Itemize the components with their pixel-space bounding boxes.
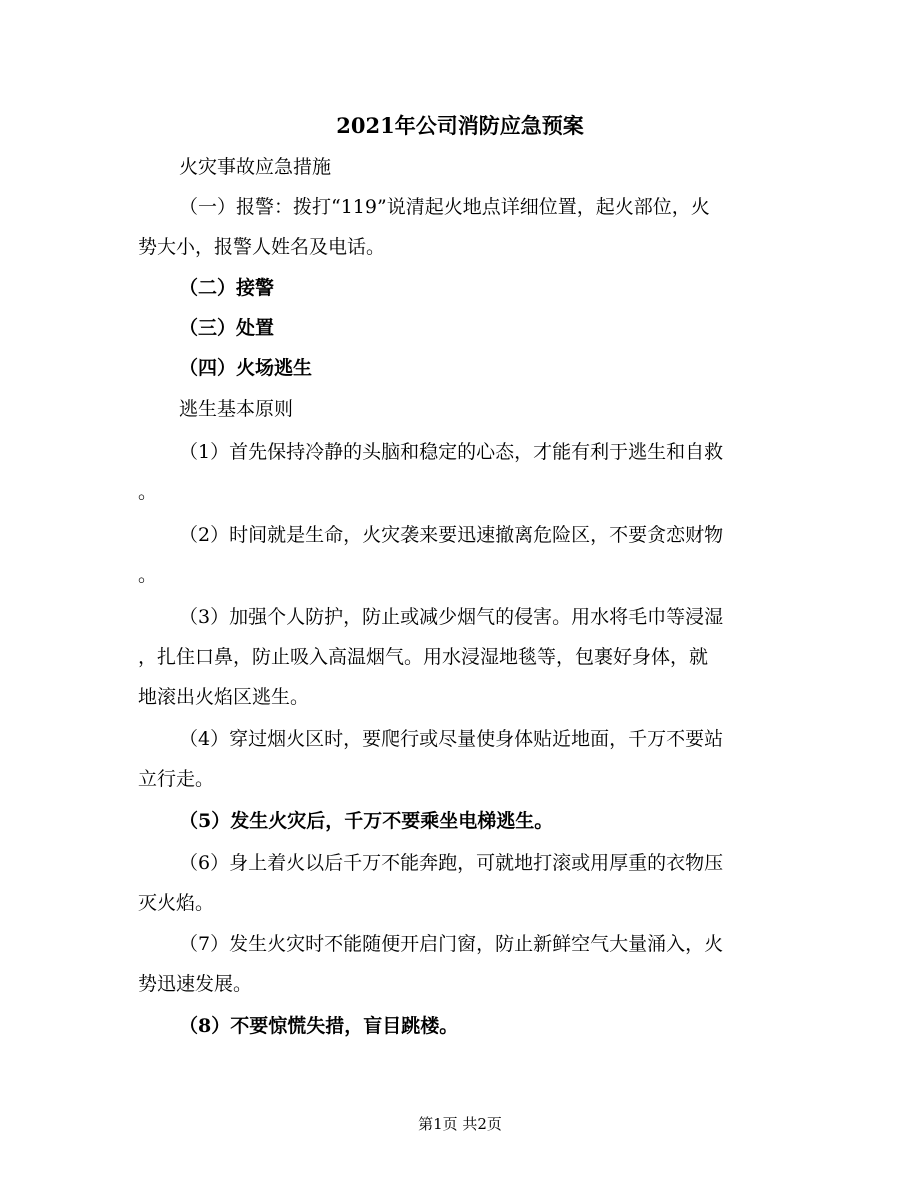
- paragraph-alarm: [138, 187, 788, 267]
- page-footer: 第1页 共2页: [418, 1115, 502, 1133]
- paragraph-line: 势大小，报警人姓名及电话。: [138, 236, 386, 258]
- document-title: 2021年公司消防应急预案: [336, 113, 584, 138]
- paragraph-item-5: [138, 801, 788, 841]
- paragraph-line: 。: [138, 481, 158, 503]
- paragraph-handling: [138, 308, 788, 348]
- paragraph-item-2: [138, 515, 788, 595]
- paragraph-fire-measures: [138, 147, 788, 187]
- paragraph-line: ，扎住口鼻，防止吸入高温烟气。用水浸湿地毯等，包裹好身体，就: [138, 646, 709, 668]
- paragraph-line: （8）不要惊慌失措，盲目跳楼。: [179, 1015, 459, 1037]
- paragraph-line: 。: [138, 564, 158, 586]
- paragraph-item-3: [138, 597, 788, 717]
- paragraph-line: （三）处置: [179, 317, 275, 339]
- paragraph-line: 火灾事故应急措施: [179, 156, 332, 178]
- paragraph-line: （2）时间就是生命，火灾袭来要迅速撤离危险区，不要贪恋财物: [179, 524, 724, 546]
- paragraph-line: （6）身上着火以后千万不能奔跑，可就地打滚或用厚重的衣物压: [179, 852, 724, 874]
- paragraph-line: （4）穿过烟火区时，要爬行或尽量使身体贴近地面，千万不要站: [179, 728, 724, 750]
- paragraph-line: 逃生基本原则: [179, 398, 294, 420]
- paragraph-item-1: [138, 432, 788, 512]
- paragraph-line: 势迅速发展。: [138, 973, 253, 995]
- paragraph-line: 灭火焰。: [138, 892, 215, 914]
- paragraph-line: 地滚出火焰区逃生。: [138, 686, 310, 708]
- paragraph-fire-escape: [138, 348, 788, 388]
- paragraph-item-8: [138, 1006, 788, 1046]
- paragraph-line: （四）火场逃生: [179, 357, 313, 379]
- paragraph-line: （3）加强个人防护，防止或减少烟气的侵害。用水将毛巾等浸湿: [179, 606, 724, 628]
- paragraph-line: （5）发生火灾后，千万不要乘坐电梯逃生。: [179, 810, 554, 832]
- paragraph-escape-principles: [138, 389, 788, 429]
- paragraph-line: （二）接警: [179, 277, 275, 299]
- paragraph-line: （1）首先保持冷静的头脑和稳定的心态，才能有利于逃生和自救: [179, 441, 724, 463]
- paragraph-line: （7）发生火灾时不能随便开启门窗，防止新鲜空气大量涌入，火: [179, 933, 724, 955]
- paragraph-item-6: [138, 843, 788, 923]
- paragraph-line: 立行走。: [138, 768, 215, 790]
- paragraph-item-4: [138, 719, 788, 799]
- paragraph-receive-alarm: [138, 268, 788, 308]
- paragraph-line: （一）报警：拨打“119”说清起火地点详细位置，起火部位，火: [179, 196, 710, 218]
- paragraph-item-7: [138, 924, 788, 1004]
